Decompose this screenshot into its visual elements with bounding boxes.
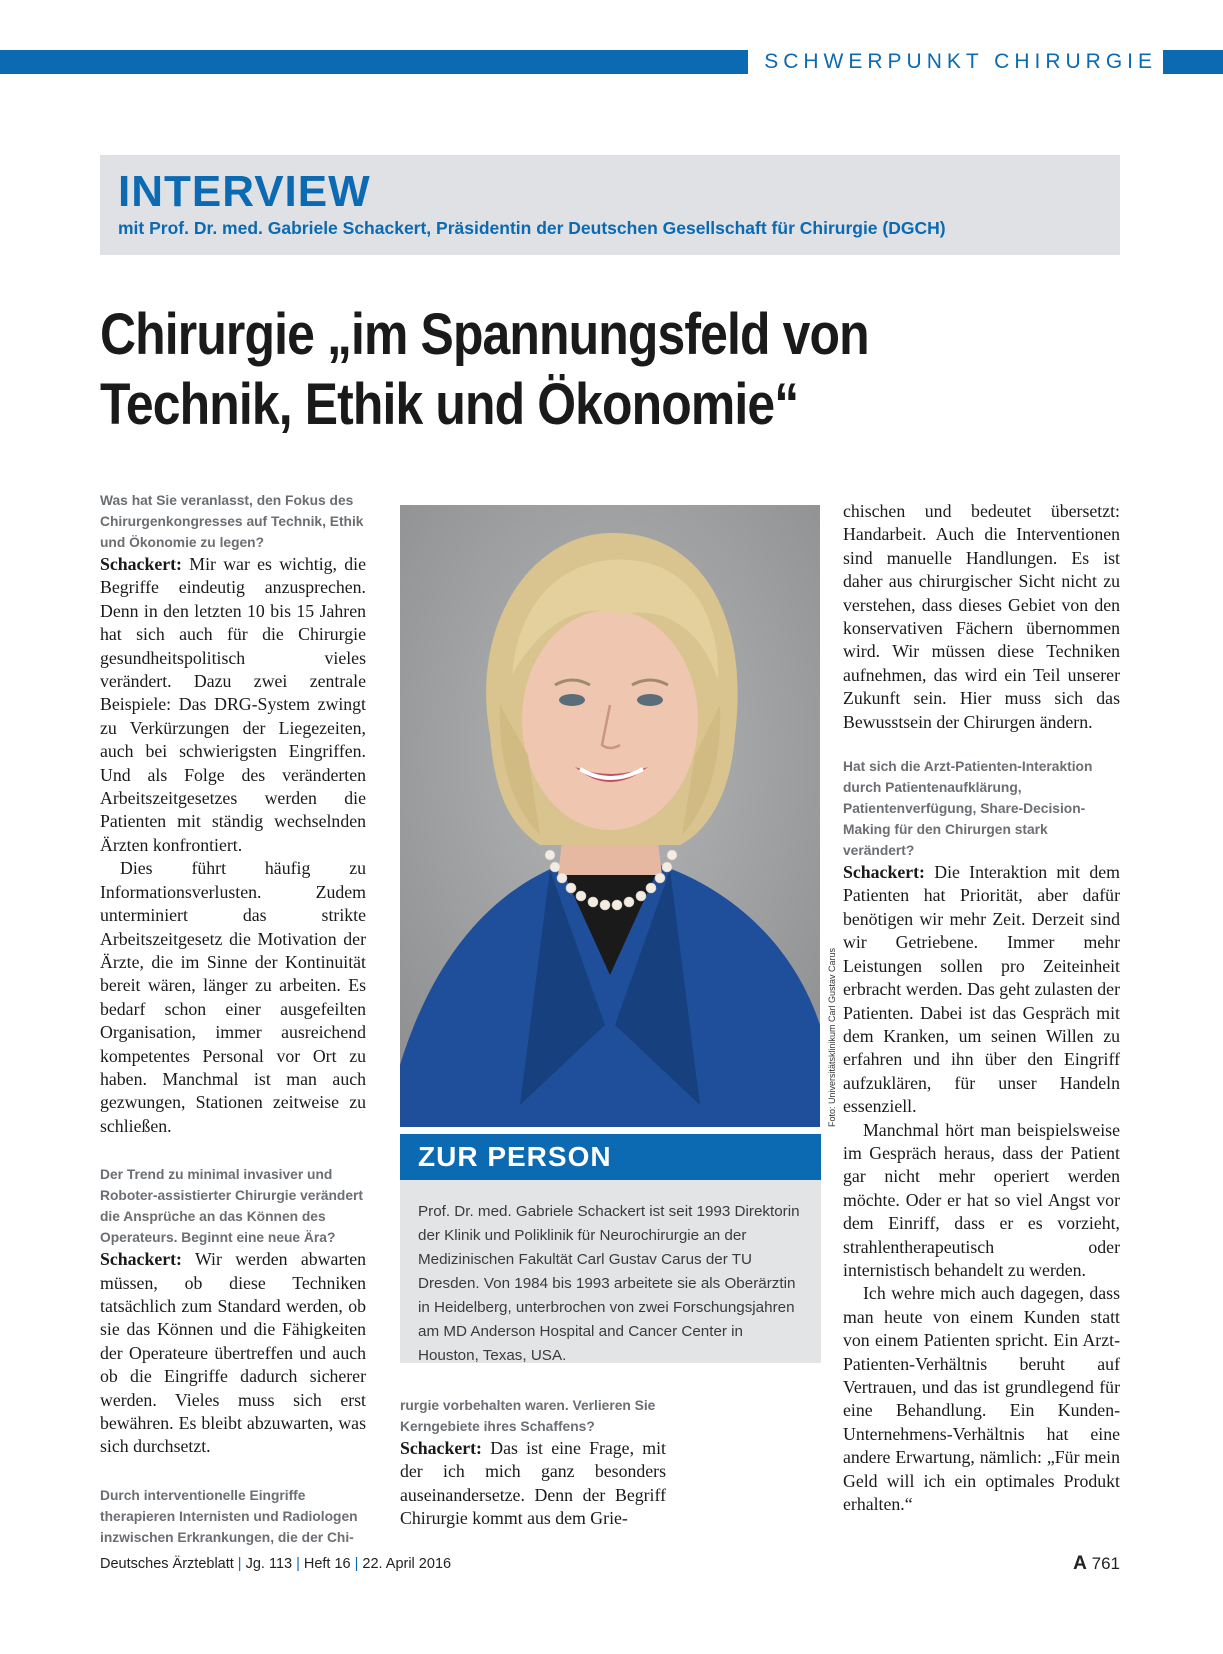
column-3: [843, 500, 1120, 1516]
answer-4-paragraph-1: [843, 861, 1120, 1118]
page-prefix: A: [1073, 1553, 1087, 1574]
article-headline: [100, 300, 977, 440]
answer-3-continued: chischen und bedeutet übersetzt: Handarbeit. Auch die Interventionen sind manuelle Handlungen. Es ist daher aus chirurgischer Sicht nicht zu verstehen, dass dieses Gebiet von den konservativen Fächern übernommen wird. Wir müssen diese Techniken aufnehmen, das wird ein Teil unserer Zukunft sein. Hier muss sich das Bewusstsein der Chirurgen ändern.: [843, 501, 1120, 732]
speaker-label: Schackert:: [400, 1438, 482, 1458]
interview-header-box: [100, 155, 1120, 255]
answer-text: Die Interaktion mit dem Patienten hat Priorität, aber dafür benötigen wir mehr Zeit. Derzeit sind wir Getriebene. Immer mehr Leistungen sollen pro Zeiteinheit erbracht werden. Das geht zulasten der Patienten. Dabei ist das Gespräch mit dem Kranken, um seinen Willen zu erfahren und ihn über den Eingriff aufzuklären, für unser Handeln essenziell.: [843, 862, 1120, 1117]
answer-1-paragraph-2: Dies führt häufig zu Informationsverlusten. Zudem unterminiert das strikte Arbeitszeitgesetz die Motivation der Ärzte, die im Sinne der Kontinuität bereit wären, länger zu arbeiten. Es bedarf schon einer ausgefeilten Organisation, immer ausreichend kompetentes Personal vor Ort zu haben. Manchmal ist man auch gezwungen, Stationen zeitweise zu schließen.: [100, 858, 366, 1136]
section-label: SCHWERPUNKT CHIRURGIE: [748, 50, 1163, 74]
zur-person-box: [400, 1180, 821, 1363]
answer-4-paragraph-2: Manchmal hört man beispielsweise im Gespräch heraus, dass der Patient gar nicht mehr operiert werden möchte. Oder er hat so viel Angst vor dem Einriff, dass er es vorzieht, strahlentherapeutisch oder internistisch behandelt zu werden.: [843, 1119, 1120, 1280]
journal-issue: Heft 16: [303, 1556, 351, 1572]
column-2-text: [400, 1395, 666, 1531]
issue-date: 22. April 2016: [362, 1556, 452, 1572]
speaker-label: Schackert:: [100, 1249, 182, 1270]
page-footer: [100, 1552, 1120, 1576]
answer-3-paragraph-1: [400, 1437, 666, 1531]
page-number-value: 761: [1091, 1554, 1120, 1573]
answer-text: Mir war es wichtig, die Begriffe eindeutig anzusprechen. Denn in den letzten 10 bis 15 Jahren hat sich auch für die Chirurgie gesundheitspolitisch vieles verändert. Dazu zwei zentrale Beispiele: Das DRG-System zwingt zu Verkürzungen der Liegezeiten, auch bei schwierigsten Eingriffen. Und als Folge des veränderten Arbeitszeitgesetzes werden die Patienten mit ständig wechselnden Ärzten konfrontiert.: [100, 554, 366, 855]
interview-title: INTERVIEW: [118, 167, 371, 216]
question-3: Durch interventionelle Eingriffe therapieren Internisten und Radiologen inzwischen Erkrankungen, die der Chi-: [100, 1487, 358, 1545]
speaker-label: Schackert:: [100, 554, 182, 574]
answer-text: Wir werden abwarten müssen, ob diese Techniken tatsächlich zum Standard werden, ob sie das Können und die Fähigkeiten der Operateure übertreffen und auch ob die Eingriffe dadurch sicherer werden. Vieles muss sich erst bewähren. Es bleibt abzuwarten, was sich durchsetzt.: [100, 1249, 366, 1457]
question-3-continued: rurgie vorbehalten waren. Verlieren Sie Kerngebiete ihres Schaffens?: [400, 1398, 656, 1434]
footer-separator: |: [237, 1556, 242, 1572]
footer-separator: |: [296, 1556, 300, 1572]
answer-1-paragraph-1: [100, 553, 366, 857]
question-4: Hat sich die Arzt-Patienten-Interaktion durch Patientenaufklärung, Patientenverfügung, Share-Decision-Making für den Chirurgen stark verändert?: [843, 759, 1093, 859]
column-1: [100, 490, 366, 1548]
page-number: [1073, 1552, 1120, 1576]
zur-person-text: Prof. Dr. med. Gabriele Schackert ist seit 1993 Direktorin der Klinik und Poliklinik für Neurochirurgie an der Medizinischen Fakultät Carl Gustav Carus der TU Dresden. Von 1984 bis 1993 arbeitete sie als Oberärztin in Heidelberg, unterbrochen von zwei Forschungsjahren am MD Anderson Hospital and Cancer Center in Houston, Texas, USA.: [418, 1203, 800, 1364]
speaker-label: Schackert:: [843, 862, 925, 883]
journal-volume: Jg. 113: [245, 1556, 293, 1572]
interview-subtitle: mit Prof. Dr. med. Gabriele Schackert, Präsidentin der Deutschen Gesellschaft für Chirurgie (DGCH): [118, 218, 946, 238]
portrait-photo: [400, 505, 820, 1127]
journal-name: Deutsches Ärzteblatt: [100, 1556, 234, 1572]
zur-person-heading: ZUR PERSON: [400, 1134, 821, 1180]
headline-line-2: Technik, Ethik und Ökonomie“: [100, 372, 799, 437]
question-1: Was hat Sie veranlasst, den Fokus des Chirurgenkongresses auf Technik, Ethik und Ökonomie zu legen?: [100, 493, 364, 550]
answer-4-paragraph-3: Ich wehre mich auch dagegen, dass man heute von einem Kunden statt von einem Patienten spricht. Ein Arzt-Patienten-Verhältnis beruht auf Vertrauen, und das ist grundlegend für eine Behandlung. Ein Kunden-Unternehmens-Verhältnis hat eine andere Erwartung, nämlich: „Für mein Geld will ich ein optimales Produkt erhalten.“: [843, 1283, 1120, 1515]
answer-2-paragraph-1: [100, 1248, 366, 1459]
photo-credit: Foto: Universitätsklinikum Carl Gustav Carus: [827, 947, 837, 1127]
question-2: Der Trend zu minimal invasiver und Roboter-assistierter Chirurgie verändert die Ansprüche an das Können des Operateurs. Beginnt eine neue Ära?: [100, 1167, 363, 1246]
headline-line-1: Chirurgie „im Spannungsfeld von: [100, 302, 869, 367]
answer-text: Das ist eine Frage, mit der ich mich ganz besonders auseinandersetze. Denn der Begriff Chirurgie kommt aus dem Grie-: [400, 1438, 666, 1529]
footer-separator: |: [354, 1556, 359, 1572]
